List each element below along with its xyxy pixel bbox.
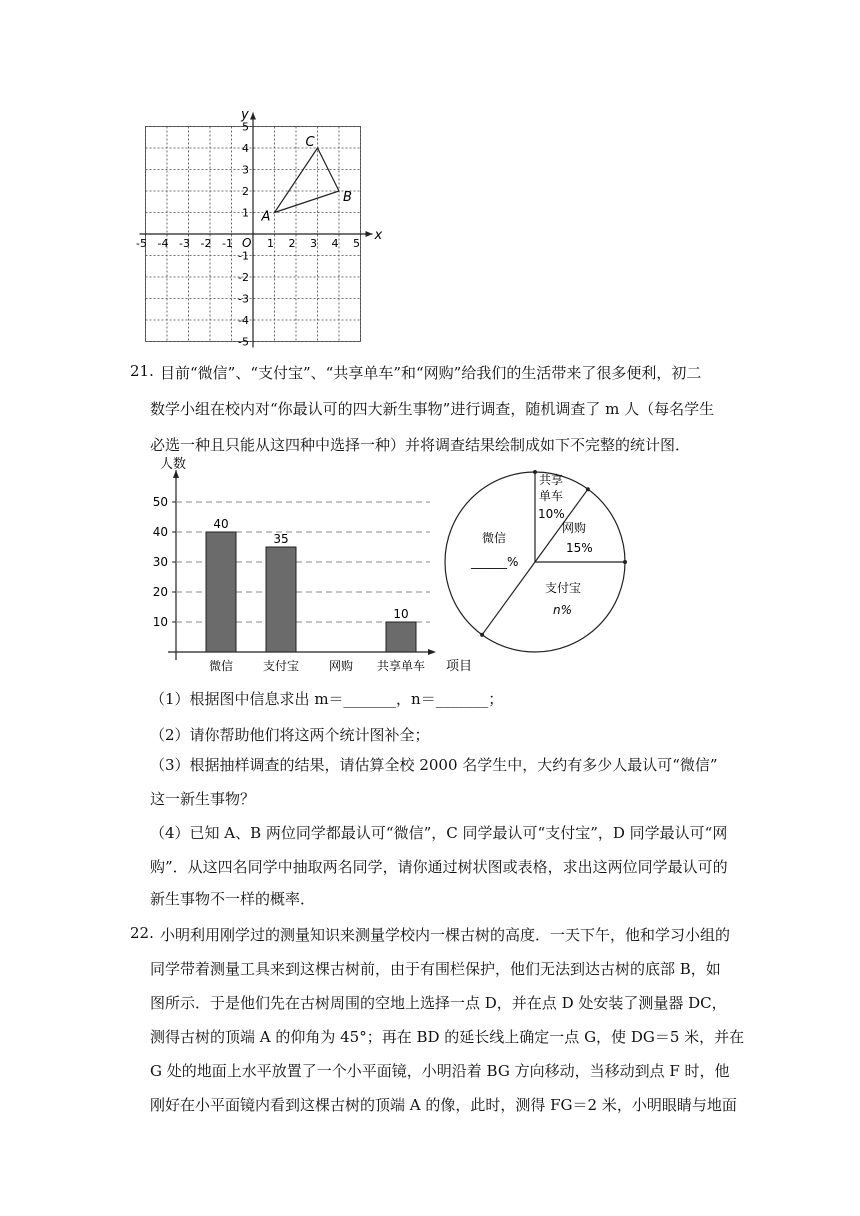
bar-1 xyxy=(266,547,296,652)
q22-line-3: 图所示．于是他们先在古树周围的空地上选择一点 D，并在点 D 处安装了测量器 DC， xyxy=(150,994,727,1012)
q21-sub-4: （4）已知 A、B 两位同学都最认可“微信”，C 同学最认可“支付宝”，D 同学最认可“网 xyxy=(150,824,728,842)
x-tick-label: -3 xyxy=(179,237,190,250)
y-tick-label: 3 xyxy=(242,163,249,177)
triangle xyxy=(275,148,340,213)
x-tick-label: 1 xyxy=(267,237,274,250)
pie-slice-dot xyxy=(533,470,537,474)
pie-label-wx: 微信 xyxy=(482,531,507,545)
graph-axes xyxy=(140,108,383,348)
bar-0 xyxy=(206,532,236,652)
pie-value-zfb: n% xyxy=(553,603,573,617)
y-tick-label: -5 xyxy=(238,335,249,349)
x-tick-label: -2 xyxy=(200,237,212,250)
x-tick-label: 3 xyxy=(310,237,317,250)
y-tick-label: 30 xyxy=(152,555,168,569)
x-tick-label: 2 xyxy=(288,237,296,250)
q22-line-2: 同学带着测量工具来到这棵古树前，由于有围栏保护，他们无法到达古树的底部 B，如 xyxy=(150,960,721,978)
point-label-c: C xyxy=(305,135,315,150)
x-tick-label: -5 xyxy=(136,237,147,250)
y-tick-label: 4 xyxy=(242,142,249,155)
question-22-number: 22. xyxy=(130,924,154,942)
pie-value-wx: ______% xyxy=(471,555,519,569)
x-axis-label: x xyxy=(374,228,383,243)
x-axis-label: 项目 xyxy=(446,659,473,674)
pie-label-gxdc-1: 共享 xyxy=(539,473,564,487)
pie-label-gxdc-2: 单车 xyxy=(539,489,564,503)
y-tick-label: 50 xyxy=(152,495,168,509)
pie-slice-dot xyxy=(586,487,590,491)
x-axis-arrow xyxy=(366,231,373,237)
bar-3 xyxy=(386,622,416,652)
q21-line-2: 数学小组在校内对“你最认可的四大新生事物”进行调查，随机调查了 m 人（每名学生 xyxy=(150,400,715,418)
pie-slice-dot xyxy=(480,633,484,637)
y-tick-label: -2 xyxy=(238,271,249,284)
x-tick-label: -4 xyxy=(157,237,169,250)
coordinate-graph xyxy=(136,100,383,350)
q21-sub-1: （1）根据图中信息求出 m＝_______，n＝_______； xyxy=(150,690,504,708)
point-label-b: B xyxy=(343,190,352,205)
x-tick-label: -1 xyxy=(222,237,233,250)
q21-sub-3: （3）根据抽样调查的结果，请估算全校 2000 名学生中，大约有多少人最认可“微信” xyxy=(150,756,718,774)
x-tick-label: 微信 xyxy=(208,659,234,673)
pie-label-wg: 网购 xyxy=(562,521,587,535)
bar-chart xyxy=(140,452,480,682)
y-tick-label: 1 xyxy=(242,206,249,220)
q22-line-4: 测得古树的顶端 A 的仰角为 45°；再在 BD 的延长线上确定一点 G，使 DG＝5 米，并在 xyxy=(150,1028,745,1046)
x-tick-label: 5 xyxy=(353,237,360,250)
y-axis-label: y xyxy=(241,107,249,123)
x-tick-label: 共享单车 xyxy=(376,659,426,673)
y-tick-label: 10 xyxy=(152,615,168,629)
pie-value-wg: 15% xyxy=(566,541,593,555)
origin-label: O xyxy=(242,236,252,250)
q21-sub-3b: 这一新生事物？ xyxy=(150,790,256,808)
q21-line-1: 目前“微信”、“支付宝”、“共享单车”和“网购”给我们的生活带来了很多便利，初二 xyxy=(160,364,702,382)
q21-sub-4c: 新生事物不一样的概率． xyxy=(150,890,316,908)
bar-data-label: 10 xyxy=(393,607,409,621)
pie-slice-edge xyxy=(482,562,535,635)
y-tick-label: -3 xyxy=(238,292,249,306)
y-axis-arrow xyxy=(250,113,256,120)
q21-sub-2: （2）请你帮助他们将这两个统计图补全； xyxy=(150,726,430,744)
pie-value-gxdc: 10% xyxy=(538,507,565,521)
q21-sub-4b: 购”．从这四名同学中抽取两名同学，请你通过树状图或表格，求出这两位同学最认可的 xyxy=(150,858,728,876)
y-tick-label: 20 xyxy=(152,585,168,599)
x-tick-label: 4 xyxy=(331,237,339,250)
pie-slice-dot xyxy=(623,560,627,564)
pie-label-zfb: 支付宝 xyxy=(545,581,582,595)
question-21-number: 21. xyxy=(130,362,154,380)
y-axis-label: 人数 xyxy=(160,457,187,472)
pie-chart xyxy=(440,462,640,662)
q21-line-3: 必选一种且只能从这四种中选择一种）并将调查结果绘制成如下不完整的统计图． xyxy=(150,436,691,454)
y-tick-label: -1 xyxy=(238,249,249,263)
x-tick-label: 支付宝 xyxy=(262,659,300,673)
x-axis-arrow xyxy=(428,649,436,655)
bar-data-label: 40 xyxy=(213,517,229,531)
y-tick-label: 40 xyxy=(152,525,168,539)
bar-data-label: 35 xyxy=(273,532,289,546)
point-label-a: A xyxy=(261,209,271,225)
q22-line-1: 小明利用刚学过的测量知识来测量学校内一棵古树的高度．一天下午，他和学习小组的 xyxy=(160,926,731,944)
y-tick-label: 5 xyxy=(242,120,249,134)
q22-line-5: G 处的地面上水平放置了一个小平面镜，小明沿着 BG 方向移动，当移动到点 F 时，他 xyxy=(150,1062,730,1080)
y-tick-label: -4 xyxy=(238,314,249,327)
x-tick-label: 网购 xyxy=(328,659,354,673)
y-tick-label: 2 xyxy=(242,185,249,198)
q22-line-6: 刚好在小平面镜内看到这棵古树的顶端 A 的像，此时，测得 FG＝2 米，小明眼睛与地面 xyxy=(150,1096,737,1114)
